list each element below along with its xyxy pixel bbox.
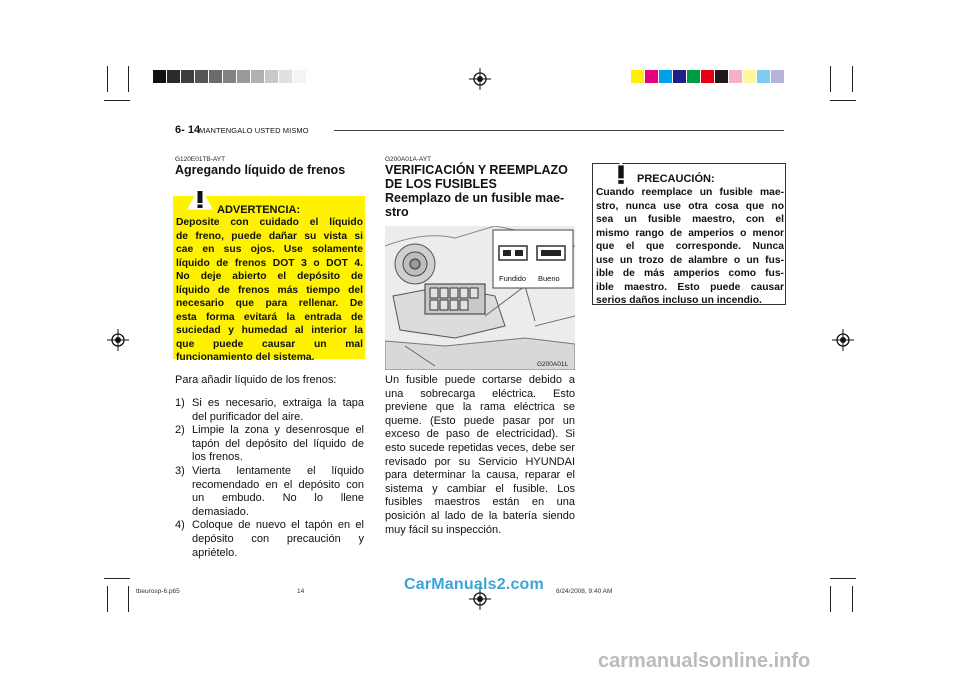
header-divider [334, 130, 784, 131]
watermark-carmanuals2[interactable]: CarManuals2.com [404, 576, 544, 593]
heading-line: VERIFICACIÓN Y REEMPLAZO [385, 163, 568, 177]
color-swatch [771, 70, 784, 83]
list-item [175, 424, 364, 465]
caution-text [596, 186, 784, 308]
color-swatch [729, 70, 742, 83]
registration-mark-icon [832, 329, 854, 351]
color-swatch [237, 70, 250, 83]
color-swatch [659, 70, 672, 83]
list-number: 2) [175, 424, 185, 437]
registration-mark-icon [469, 68, 491, 90]
warning-title: ADVERTENCIA: [217, 204, 301, 216]
color-swatch [673, 70, 686, 83]
warning-line: esta forma evitará la entrada de [176, 311, 363, 323]
warning-line: líquido de frenos más tiempo del [176, 284, 363, 296]
fuse-body-text: Un fusible puede cortarse debido a una sobrecarga eléctrica. Esto previene que la rama eléctrica se queme. (Esto puede pasar por un exceso de paso de electricidad). Si esto sucede repetidas veces, debe ser revisado por su Servicio HYUNDAI para determinar la causa, reparar el sistema y cambiar el fusible. Los fusibles maestros están en una posición al lado de la batería siendo muy fácil su inspección. [385, 374, 575, 536]
list-text: Limpie la zona y desenrosque el tapón del depósito del líquido de los frenos. [192, 424, 364, 464]
color-swatch [223, 70, 236, 83]
warning-text [176, 216, 363, 365]
color-swatch [757, 70, 770, 83]
color-swatch [195, 70, 208, 83]
list-item [175, 397, 364, 424]
watermark-carmanualsonline[interactable]: carmanualsonline.info [598, 650, 811, 672]
warning-icon [606, 160, 636, 186]
list-item [175, 465, 364, 519]
list-text: Coloque de nuevo el tapón en el depósito con precaución y apriételo. [192, 519, 364, 559]
caution-line: serios daños incluso un incendio. [596, 295, 762, 306]
color-swatch [265, 70, 278, 83]
fuse-figure [385, 226, 575, 370]
fuse-good-label: Bueno [538, 274, 560, 283]
registration-mark-icon [107, 329, 129, 351]
list-item [175, 519, 364, 560]
caution-line: sea un fusible maestro, con el [596, 214, 784, 225]
page-number: 6- 14 [175, 124, 201, 136]
caution-line: Cuando reemplace un fusible mae- [596, 187, 784, 198]
list-number: 1) [175, 397, 185, 409]
color-swatch [167, 70, 180, 83]
section-heading: Agregando líquido de frenos [175, 163, 346, 177]
warning-box [173, 196, 365, 363]
color-swatch [209, 70, 222, 83]
warning-line: de freno, puede dañar su vista si [176, 230, 363, 242]
color-swatch [279, 70, 292, 83]
figure-code: G200A01L [537, 361, 569, 368]
section-code: G200A01A-AYT [385, 156, 432, 163]
color-swatch [293, 70, 306, 83]
section-code: G120E01TB-AYT [175, 156, 226, 163]
warning-line: Deposite con cuidado el líquido [176, 217, 363, 228]
list-text: Si es necesario, extraiga la tapa del purificador del aire. [192, 397, 364, 423]
steps-list [175, 397, 364, 560]
warning-line: No deje abierto el depósito de [176, 271, 363, 282]
caution-box [592, 163, 786, 305]
color-swatch [251, 70, 264, 83]
section-title: MANTENGALO USTED MISMO [199, 126, 309, 135]
caution-line: mismo rango de amperios o menor [596, 227, 784, 239]
list-number: 4) [175, 519, 185, 532]
footer-timestamp: 6/24/2008, 9:40 AM [556, 588, 613, 595]
color-swatch [645, 70, 658, 83]
color-swatch [701, 70, 714, 83]
caution-title: PRECAUCIÓN: [637, 173, 715, 185]
warning-line: que puede causar un mal [176, 338, 363, 350]
footer-page: 14 [297, 588, 305, 595]
caution-line: ible maestro. Esto puede causar [596, 281, 784, 293]
color-swatch [153, 70, 166, 83]
color-swatch [687, 70, 700, 83]
caution-line: stro, nunca use otra cosa que no [596, 200, 784, 212]
color-swatch [631, 70, 644, 83]
warning-line: líquido de frenos DOT 3 o DOT 4. [176, 257, 363, 269]
warning-line: cae en sus ojos. Use solamente [176, 244, 363, 255]
caution-line: que el que corresponde. Nunca [596, 241, 784, 252]
color-swatch [743, 70, 756, 83]
caution-line: use un trozo de alambre o un fus- [596, 254, 784, 266]
footer-file: tbeurosp-6.p65 [136, 588, 180, 595]
list-number: 3) [175, 464, 185, 477]
warning-icon [187, 186, 213, 210]
color-swatch [715, 70, 728, 83]
section-heading [385, 163, 577, 219]
caution-line: ible de más amperios como fus- [596, 268, 784, 279]
color-swatch [181, 70, 194, 83]
warning-line: suciedad y humedad al interior la [176, 325, 363, 336]
fuse-blown-label: Fundido [499, 274, 527, 283]
warning-line: necesario que para rellenar. De [176, 298, 363, 309]
list-text: Vierta lentamente el líquido recomendado en el depósito con un embudo. No lo llene demasiado. [192, 464, 364, 518]
warning-line: funcionamiento del sistema. [176, 352, 315, 363]
intro-text: Para añadir líquido de los frenos: [175, 374, 337, 386]
heading-line: stro [385, 205, 409, 219]
heading-line: DE LOS FUSIBLES [385, 177, 497, 191]
heading-line: Reemplazo de un fusible mae- [385, 191, 565, 205]
